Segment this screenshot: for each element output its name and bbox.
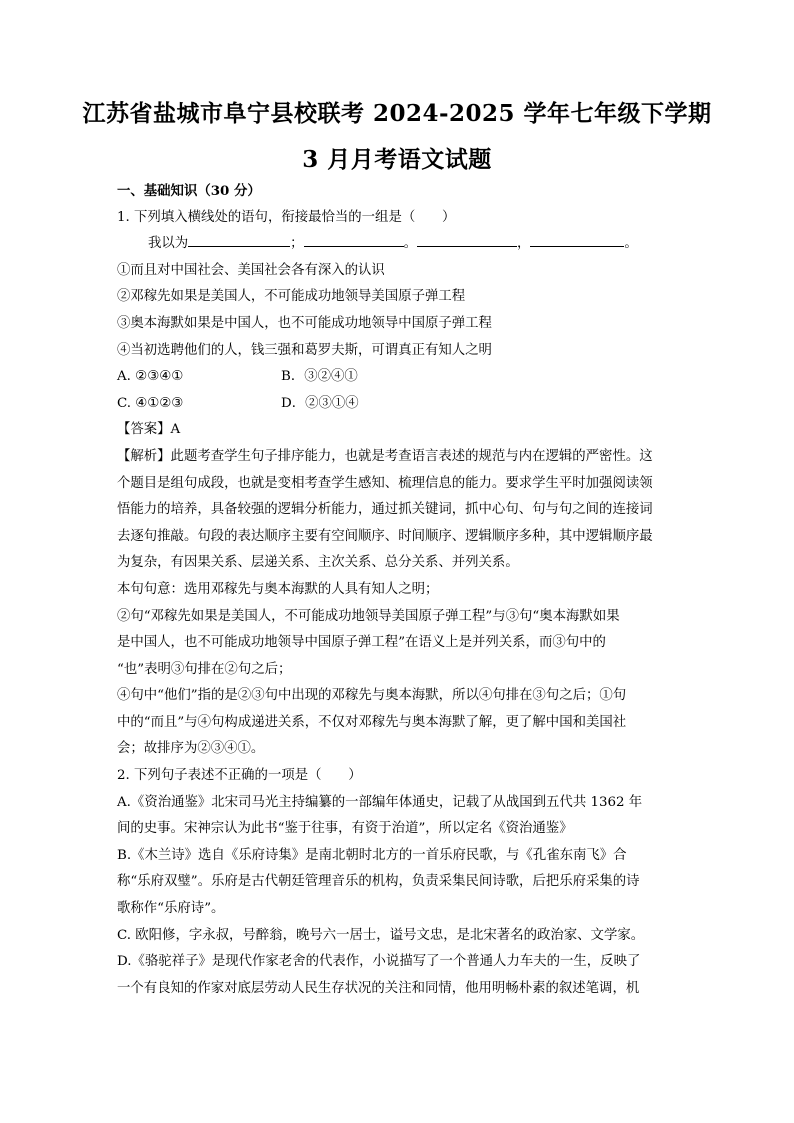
page-title-line2: 3 月月考语文试题 <box>302 146 492 173</box>
section-heading: 一、基础知识（30 分） <box>117 183 261 199</box>
option-b[interactable]: B．③②④① <box>281 369 358 385</box>
question-2-stem: 2. 下列句子表述不正确的一项是（ ） <box>117 768 362 784</box>
fill-blank-1[interactable] <box>188 231 290 247</box>
sentence-1: ①而且对中国社会、美国社会各有深入的认识 <box>117 262 385 278</box>
question-2-option-line: A.《资治通鉴》北宋司马光主持编纂的一部编年体通史，记载了从战国到五代共 1362 年 <box>117 794 643 810</box>
fill-blank-4[interactable] <box>530 231 624 247</box>
sentence-3: ③奥本海默如果是中国人，也不可能成功地领导中国原子弹工程 <box>117 315 492 331</box>
analysis-line: 会；故排序为②③④①。 <box>117 741 265 757</box>
analysis-line: 中的“而且”与④句构成递进关系，不仅对邓稼先与奥本海默了解，更了解中国和美国社 <box>117 714 627 730</box>
analysis-line: 个题目是组句成段，也就是变相考查学生感知、梳理信息的能力。要求学生平时加强阅读领 <box>117 475 653 491</box>
question-1-options-row-2 <box>117 391 677 418</box>
question-1-options-row-1 <box>117 364 677 391</box>
question-1-stem: 1. 下列填入横线处的语句，衔接最恰当的一组是（ ） <box>117 209 456 225</box>
option-d[interactable]: D．②③①④ <box>281 395 359 411</box>
question-2-option-line: C. 欧阳修，字永叔，号醉翁，晚号六一居士，谥号文忠，是北宋著名的政治家、文学家。 <box>117 927 645 943</box>
analysis-line: 去逐句推敲。句段的表达顺序主要有空间顺序、时间顺序、逻辑顺序多种，其中逻辑顺序最 <box>117 528 653 544</box>
question-2-option-line: B.《木兰诗》选自《乐府诗集》是南北朝时北方的一首乐府民歌，与《孔雀东南飞》合 <box>117 847 627 863</box>
option-a[interactable]: A. ②③④① <box>117 369 184 385</box>
analysis-line: 【解析】此题考查学生句子排序能力，也就是考查语言表述的规范与内在逻辑的严密性。这 <box>117 448 653 464</box>
question-2-option-line: 歌称作“乐府诗”。 <box>117 901 225 917</box>
analysis-line: 为复杂，有因果关系、层递关系、主次关系、总分关系、并列关系。 <box>117 555 519 571</box>
analysis-line: 是中国人，也不可能成功地领导中国原子弹工程”在语义上是并列关系，而③句中的 <box>117 635 606 651</box>
fill-blank-2[interactable] <box>304 231 404 247</box>
sentence-2: ②邓稼先如果是美国人，不可能成功地领导美国原子弹工程 <box>117 289 466 305</box>
blank-line-prefix: 我以为 <box>148 236 189 252</box>
exam-content <box>117 178 677 1002</box>
analysis-line: ④句中“他们”指的是②③句中出现的邓稼先与奥本海默，所以④句排在③句之后；①句 <box>117 688 627 704</box>
analysis-line: 本句句意：选用邓稼先与奥本海默的人具有知人之明； <box>117 581 439 597</box>
question-2-option-line: 称“乐府双璧”。乐府是古代朝廷管理音乐的机构，负责采集民间诗歌，后把乐府采集的诗 <box>117 874 640 890</box>
sentence-4: ④当初选聘他们的人，钱三强和葛罗夫斯，可谓真正有知人之明 <box>117 342 492 358</box>
fill-blank-3[interactable] <box>417 231 517 247</box>
option-c[interactable]: C. ④①②③ <box>117 395 184 411</box>
question-2-option-line: D.《骆驼祥子》是现代作家老舍的代表作，小说描写了一个普通人力车夫的一生，反映了 <box>117 954 641 970</box>
blank-separator-1: ； <box>290 236 304 252</box>
page-title-line1: 江苏省盐城市阜宁县校联考 2024-2025 学年七年级下学期 <box>82 100 712 127</box>
question-2-option-line: 间的史事。宋神宗认为此书“鉴于往事，有资于治道”，所以定名《资治通鉴》 <box>117 821 573 837</box>
analysis-line: “也”表明③句排在②句之后； <box>117 661 292 677</box>
question-1-blank-line <box>117 231 677 258</box>
blank-separator-3: ， <box>516 236 531 252</box>
question-2-option-line: 一个有良知的作家对底层劳动人民生存状况的关注和同情，他用明畅朴素的叙述笔调，机 <box>117 980 640 996</box>
blank-line-end: 。 <box>624 236 638 252</box>
answer-line: 【答案】A <box>117 422 181 438</box>
analysis-line: ②句“邓稼先如果是美国人，不可能成功地领导美国原子弹工程”与③句“奥本海默如果 <box>117 608 620 624</box>
analysis-line: 悟能力的培养，具备较强的逻辑分析能力，通过抓关键词，抓中心句、句与句之间的连接词 <box>117 502 653 518</box>
blank-separator-2: 。 <box>403 236 417 252</box>
